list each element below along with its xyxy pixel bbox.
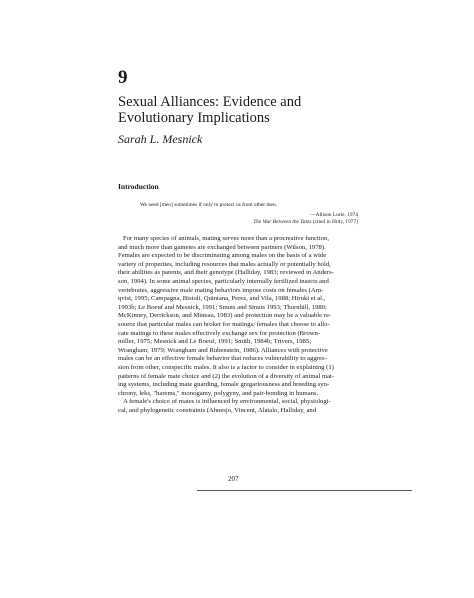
body-line: source that particular males can broker for matings; females that choose to allo- — [118, 320, 330, 328]
body-line: 1993b; Le Boeuf and Mesnick, 1991; Smuts and Smuts 1993; Thornhill, 1980; — [118, 303, 327, 311]
chapter-title — [118, 94, 378, 126]
body-line: cal, and phylogenetic constraints (Ahnesjo, Vincent, Alatalo, Halliday, and — [118, 406, 317, 414]
body-line: son, 1994). In some animal species, particularly internally fertilized insects and — [118, 277, 329, 285]
page-number: 207 — [228, 475, 239, 483]
footer-rule — [197, 490, 412, 491]
body-line: McKinney, Derrickson, and Mineau, 1983) and protection may be a valuable re- — [118, 312, 332, 320]
epigraph-attribution — [140, 212, 358, 226]
author-name: Sarah L. Mesnick — [118, 132, 203, 146]
chapter-title-line: Evolutionary Implications — [118, 110, 270, 126]
body-line: their abilities as parents, and their genotype (Halliday, 1983; reviewed in Anders- — [118, 269, 334, 277]
epigraph-author: —Allison Lurie, 1974 — [310, 212, 358, 218]
chapter-number: 9 — [118, 67, 128, 88]
epigraph-citation: (cited in Hrdy, 1977) — [311, 219, 358, 225]
epigraph-work-title: The War Between the Tates — [253, 219, 312, 225]
body-text — [118, 235, 362, 415]
body-line: A female's choice of mates is influenced by environmental, social, physiologi- — [123, 398, 331, 406]
chapter-title-line: Sexual Alliances: Evidence and — [118, 94, 302, 110]
body-line: chrony, leks, "harems," monogamy, polygyny, and pair-bonding in humans. — [118, 389, 319, 397]
body-line: For many species of animals, mating serves more than a procreative function, — [123, 235, 329, 242]
body-line: Wrangham, 1979; Wrangham and Rubenstein, 1986). Alliances with protective — [118, 346, 328, 354]
section-heading: Introduction — [118, 182, 159, 191]
body-line: and much more than gametes are exchanged between partners (Wilson, 1978). — [118, 243, 326, 251]
body-line: vertebrates, aggressive male mating behaviors impose costs on females (Arn- — [118, 286, 324, 294]
body-line: ing systems, including mate guarding, female gregariousness and breeding syn- — [118, 381, 330, 389]
body-line: miller, 1975; Mesnick and Le Boeuf, 1991; Smith, 1984b; Trivers, 1985; — [118, 338, 312, 346]
epigraph-quote: We need [men] sometimes if only to protect us from other men. — [140, 202, 277, 208]
body-line: males can be an effective female behavior that reduces vulnerability to aggres- — [118, 355, 327, 363]
body-line: sion from other, conspecific males. It also is a factor to consider in explaining (1) — [118, 363, 334, 371]
body-line: qvist, 1995; Campagna, Bisioli, Quintana, Perez, and Vila, 1988; Hiruki et al., — [118, 295, 326, 303]
body-line: patterns of female mate choice and (2) the evolution of a diversity of animal mat- — [118, 372, 335, 380]
body-line: Females are expected to be discriminating among males on the basis of a wide — [118, 252, 327, 260]
epigraph-source — [140, 219, 358, 226]
body-line: variety of properties, including resources that males actually or potentially hold, — [118, 260, 331, 268]
body-line: cate matings to these males effectively exchange sex for protection (Brown- — [118, 329, 320, 337]
